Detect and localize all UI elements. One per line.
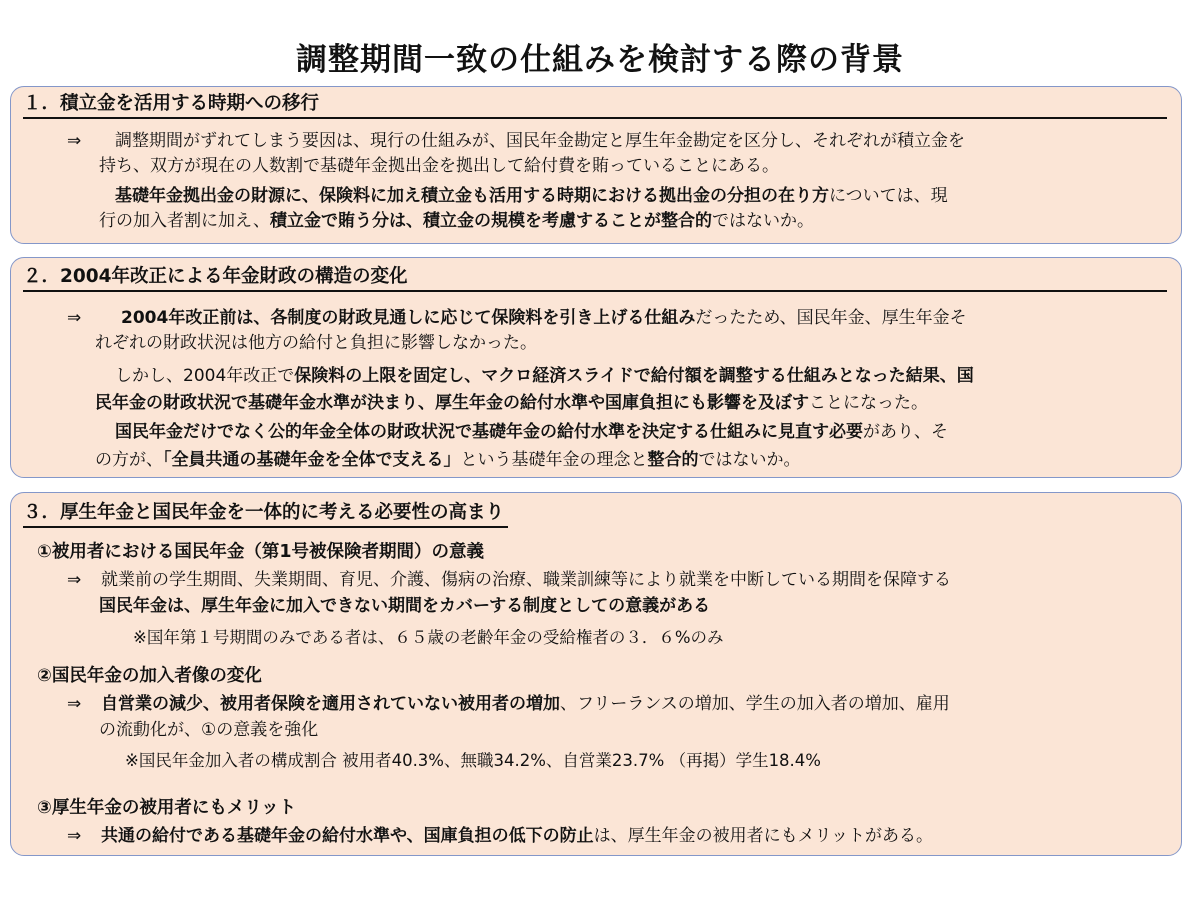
arrow-icon: ⇒ — [67, 694, 82, 714]
arrow-icon: ⇒ — [67, 826, 82, 846]
section-1-paragraph-1: ⇒ 調整期間がずれてしまう要因は、現行の仕組みが、国民年金勘定と厚生年金勘定を区分し、それぞれが積立金を — [67, 129, 965, 154]
subsection-2-note: ※国民年金加入者の構成割合 被用者40.3%、無職34.2%、自営業23.7% （再掲）学生18.4% — [125, 751, 821, 770]
subsection-1-heading: ①被用者における国民年金（第1号被保険者期間）の意義 — [37, 542, 484, 562]
arrow-icon: ⇒ — [67, 570, 82, 590]
subsection-2-line-2: の流動化が、①の意義を強化 — [99, 720, 319, 740]
section-1-paragraph-1-cont: 持ち、双方が現在の人数割で基礎年金拠出金を拠出して給付費を賄っていることにある。 — [99, 156, 779, 176]
section-2-heading: ２．2004年改正による年金財政の構造の変化 — [23, 264, 1167, 292]
section-2-paragraph-3: 国民年金だけでなく公的年金全体の財政状況で基礎年金の給付水準を決定する仕組みに見直す必要があり、そ — [115, 422, 948, 442]
subsection-3-heading: ③厚生年金の被用者にもメリット — [37, 798, 297, 818]
subsection-1-line-1: ⇒ 就業前の学生期間、失業期間、育児、介護、傷病の治療、職業訓練等により就業を中断している期間を保障する — [67, 568, 951, 593]
section-2-box — [10, 257, 1182, 478]
section-2-paragraph-3-cont: の方が、「全員共通の基礎年金を全体で支える」という基礎年金の理念と整合的ではないか。 — [95, 450, 801, 470]
subsection-2-line-1: ⇒ 自営業の減少、被用者保険を適用されていない被用者の増加、フリーランスの増加、学生の加入者の増加、雇用 — [67, 692, 950, 717]
section-3-heading: ３．厚生年金と国民年金を一体的に考える必要性の高まり — [23, 500, 508, 528]
section-3-box — [10, 492, 1182, 856]
section-2-paragraph-2-cont: 民年金の財政状況で基礎年金水準が決まり、厚生年金の給付水準や国庫負担にも影響を及ぼすことになった。 — [95, 393, 928, 413]
subsection-1-note: ※国年第１号期間のみである者は、６５歳の老齢年金の受給権者の３．６%のみ — [133, 628, 724, 647]
section-1-box — [10, 86, 1182, 244]
section-2-paragraph-1-cont: れぞれの財政状況は他方の給付と負担に影響しなかった。 — [95, 333, 537, 353]
section-1-paragraph-2: 基礎年金拠出金の財源に、保険料に加え積立金も活用する時期における拠出金の分担の在り方については、現 — [115, 186, 948, 206]
section-2-paragraph-2: しかし、2004年改正で保険料の上限を固定し、マクロ経済スライドで給付額を調整する仕組みとなった結果、国 — [115, 366, 974, 386]
section-1-heading: １．積立金を活用する時期への移行 — [23, 91, 1167, 119]
arrow-icon: ⇒ — [67, 308, 82, 328]
page-title: 調整期間一致の仕組みを検討する際の背景 — [296, 42, 904, 78]
subsection-3-line-1: ⇒ 共通の給付である基礎年金の給付水準や、国庫負担の低下の防止は、厚生年金の被用者にもメリットがある。 — [67, 824, 933, 849]
section-1-paragraph-2-cont: 行の加入者割に加え、積立金で賄う分は、積立金の規模を考慮することが整合的ではないか。 — [99, 211, 815, 231]
arrow-icon: ⇒ — [67, 131, 82, 151]
subsection-1-line-2: 国民年金は、厚生年金に加入できない期間をカバーする制度としての意義がある — [99, 596, 711, 616]
subsection-2-heading: ②国民年金の加入者像の変化 — [37, 666, 262, 686]
section-2-paragraph-1: ⇒ 2004年改正前は、各制度の財政見通しに応じて保険料を引き上げる仕組みだったため、国民年金、厚生年金そ — [67, 306, 967, 331]
